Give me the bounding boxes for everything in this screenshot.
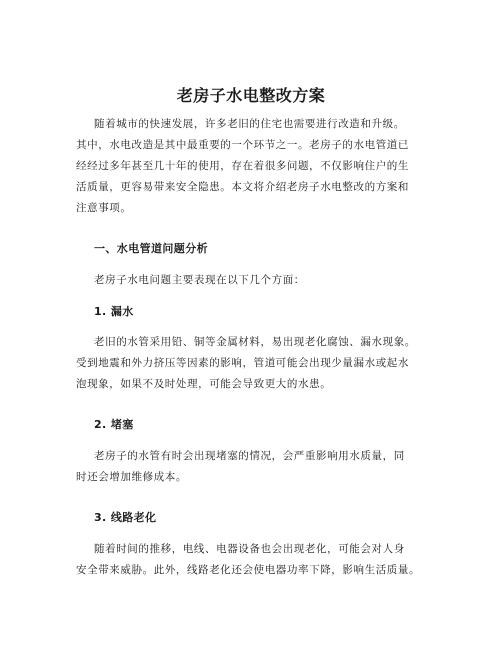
section-lead: 老房子水电问题主要表现在以下几个方面： <box>94 274 305 286</box>
blockage-line-2: 时还会增加维修成本。 <box>76 471 187 483</box>
wiring-line-2: 安全带来威胁。此外，线路老化还会使电器功率下降，影响生活质量。 <box>76 564 421 576</box>
section-heading-1: 一、水电管道问题分析 <box>94 242 208 255</box>
subheading-leak: 1. 漏水 <box>94 305 134 318</box>
intro-line-2: 其中，水电改造是其中最重要的一个环节之一。老房子的水电管道已 <box>76 139 409 151</box>
wiring-line-1: 随着时间的推移，电线、电器设备也会出现老化，可能会对人身 <box>94 543 405 555</box>
blockage-line-1: 老房子的水管有时会出现堵塞的情况，会严重影响用水质量，同 <box>94 450 405 462</box>
intro-line-3: 经经过多年甚至几十年的使用，存在着很多问题，不仅影响住户的生 <box>76 160 409 172</box>
leak-line-1: 老旧的水管采用铅、铜等金属材料，易出现老化腐蚀、漏水现象。 <box>94 336 416 348</box>
subheading-blockage: 2. 堵塞 <box>94 418 134 431</box>
document-title: 老房子水电整改方案 <box>176 86 326 105</box>
intro-line-4: 活质量，更容易带来安全隐患。本文将介绍老房子水电整改的方案和 <box>76 181 409 193</box>
leak-line-3: 泡现象，如果不及时处理，可能会导致更大的水患。 <box>76 378 332 390</box>
subheading-wiring-aging: 3. 线路老化 <box>94 511 157 524</box>
intro-line-1: 随着城市的快速发展，许多老旧的住宅也需要进行改造和升级。 <box>94 118 405 130</box>
intro-line-5: 注意事项。 <box>76 202 132 214</box>
leak-line-2: 受到地震和外力挤压等因素的影响，管道可能会出现少量漏水或起水 <box>76 357 409 369</box>
